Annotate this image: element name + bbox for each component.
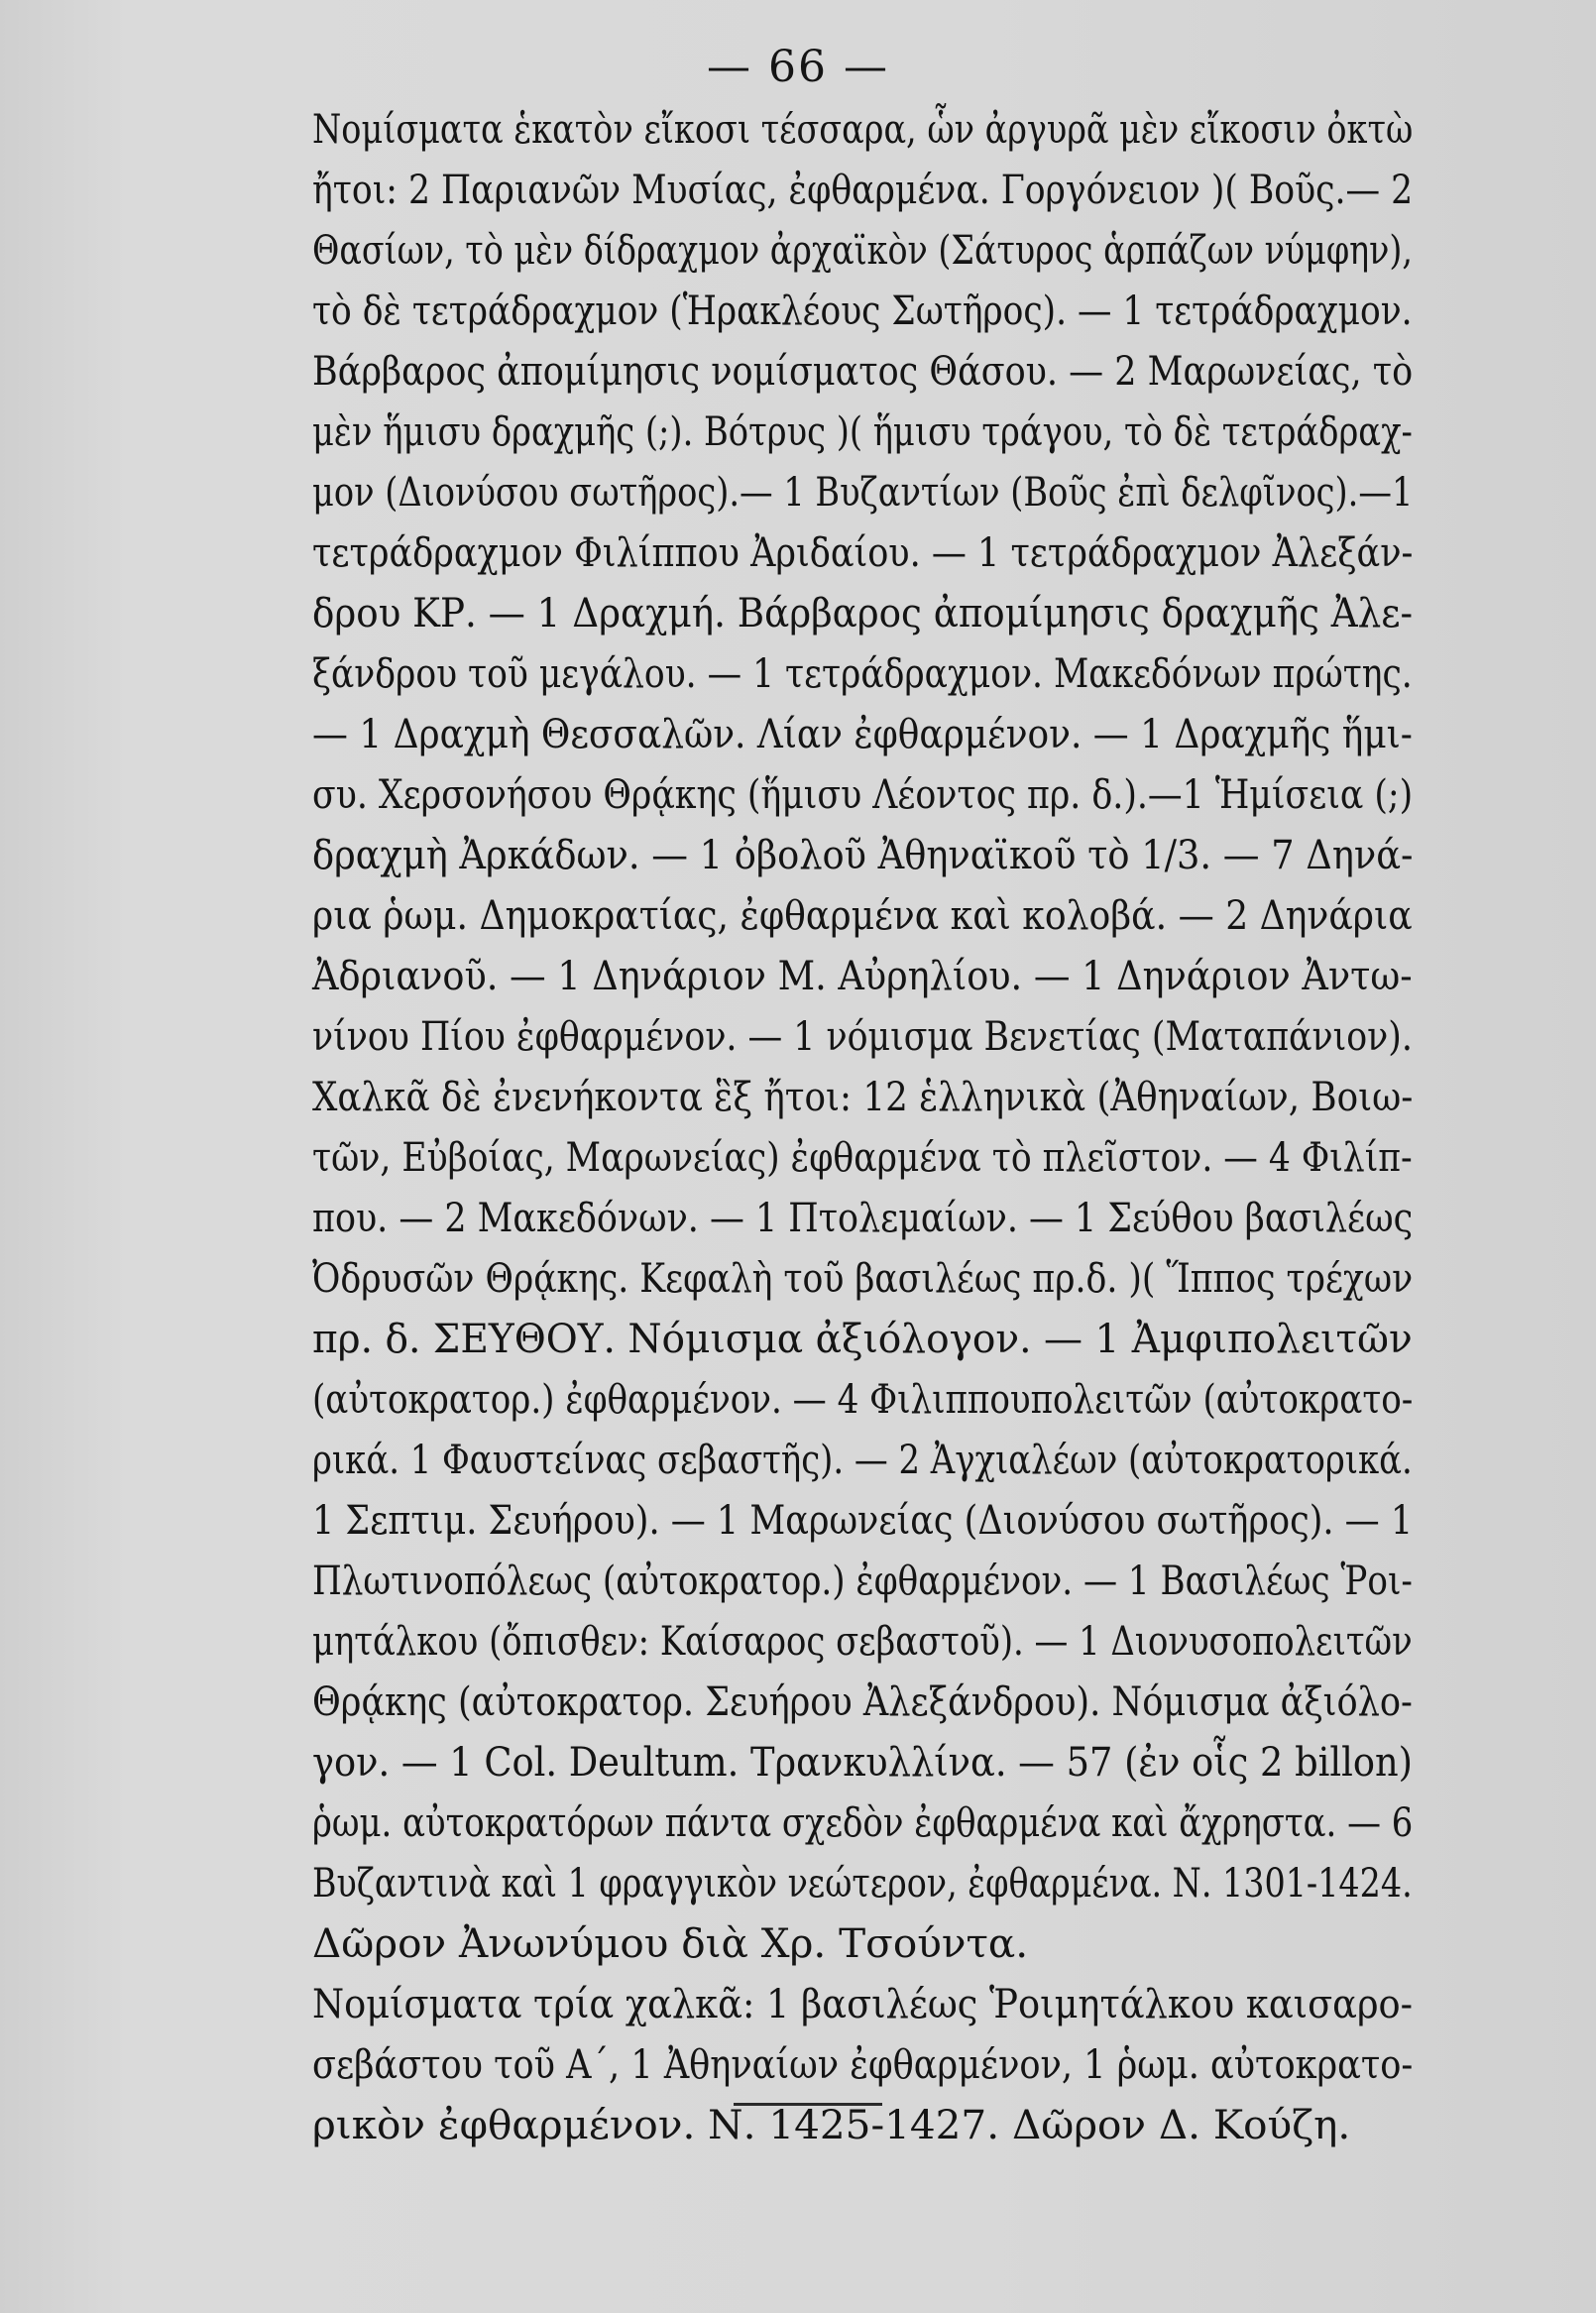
text-line: που. — 2 Μακεδόνων. — 1 Πτολεμαίων. — 1 Σεύθου βασιλέως: [312, 1194, 1414, 1241]
text-line: Ἀδριανοῦ. — 1 Δηνάριον Μ. Αὐρηλίου. — 1 Δηνάριον Ἀντω-: [312, 952, 1413, 999]
text-line: δραχμὴ Ἀρκάδων. — 1 ὀβολοῦ Ἀθηναϊκοῦ τὸ 1/3. — 7 Δηνά-: [312, 831, 1414, 878]
text-line: Χαλκᾶ δὲ ἐνενήκοντα ἓξ ἤτοι: 12 ἑλληνικὰ (Ἀθηναίων, Βοιω-: [312, 1073, 1414, 1120]
text-line: Νομίσματα ἑκατὸν εἴκοσι τέσσαρα, ὧν ἀργυρᾶ μὲν εἴκοσιν ὀκτὼ: [312, 105, 1414, 153]
text-line: Θρᾴκης (αὐτοκρατορ. Σευήρου Ἀλεξάνδρου). Νόμισμα ἀξιόλο-: [312, 1677, 1413, 1725]
text-line: πρ. δ. ΣΕΥΘΟΥ. Νόμισμα ἀξιόλογον. — 1 Ἀμφιπολειτῶν: [312, 1315, 1413, 1362]
text-line: ρια ῥωμ. Δημοκρατίας, ἐφθαρμένα καὶ κολοβά. — 2 Δηνάρια: [312, 891, 1413, 939]
text-line: τετράδραχμον Φιλίππου Ἀριδαίου. — 1 τετράδραχμον Ἀλεξάν-: [312, 528, 1414, 576]
text-line: — 1 Δραχμὴ Θεσσαλῶν. Λίαν ἐφθαρμένον. — 1 Δραχμῆς ἥμι-: [312, 710, 1413, 757]
text-line: Νομίσματα τρία χαλκᾶ: 1 βασιλέως Ῥοιμητάλκου καισαρο-: [312, 1980, 1414, 2027]
text-line: 1 Σεπτιμ. Σευήρου). — 1 Μαρωνείας (Διονύσου σωτῆρος). — 1: [312, 1496, 1414, 1544]
text-line: (αὐτοκρατορ.) ἐφθαρμένον. — 4 Φιλιππουπολειτῶν (αὐτοκρατο-: [312, 1375, 1414, 1423]
text-line: δρου ΚΡ. — 1 Δραχμή. Βάρβαρος ἀπομίμησις δραχμῆς Ἀλε-: [312, 589, 1414, 636]
text-line: Βάρβαρος ἀπομίμησις νομίσματος Θάσου. — 2 Μαρωνείας, τὸ: [312, 347, 1414, 395]
text-line: μον (Διονύσου σωτῆρος).— 1 Βυζαντίων (Βοῦς ἐπὶ δελφῖνος).—1: [312, 468, 1414, 516]
text-line: σεβάστου τοῦ Α΄, 1 Ἀθηναίων ἐφθαρμένον, 1 ῥωμ. αὐτοκρατο-: [312, 2040, 1414, 2088]
text-line: συ. Χερσονήσου Θρᾴκης (ἥμισυ Λέοντος πρ. δ.).—1 Ἡμίσεια (;): [312, 770, 1414, 818]
text-line: μητάλκου (ὄπισθεν: Καίσαρος σεβαστοῦ). — 1 Διονυσοπολειτῶν: [312, 1617, 1413, 1665]
text-line: ῥωμ. αὐτοκρατόρων πάντα σχεδὸν ἐφθαρμένα καὶ ἄχρηστα. — 6: [312, 1798, 1414, 1846]
body-text: [312, 99, 1413, 2155]
text-line: τὸ δὲ τετράδραχμον (Ἡρακλέους Σωτῆρος). — 1 τετράδραχμον.: [312, 287, 1413, 334]
text-line: Βυζαντινὰ καὶ 1 φραγγικὸν νεώτερον, ἐφθαρμένα. Ν. 1301-1424.: [312, 1859, 1413, 1907]
text-line: ἤτοι: 2 Παριανῶν Μυσίας, ἐφθαρμένα. Γοργόνειον )( Βοῦς.— 2: [312, 166, 1414, 213]
text-line: τῶν, Εὐβοίας, Μαρωνείας) ἐφθαρμένα τὸ πλεῖστον. — 4 Φιλίπ-: [312, 1133, 1413, 1181]
text-line: νίνου Πίου ἐφθαρμένον. — 1 νόμισμα Βενετίας (Ματαπάνιον).: [312, 1012, 1413, 1060]
text-line: Ὀδρυσῶν Θρᾴκης. Κεφαλὴ τοῦ βασιλέως πρ.δ. )( Ἵππος τρέχων: [312, 1254, 1414, 1302]
text-line: Θασίων, τὸ μὲν δίδραχμον ἀρχαϊκὸν (Σάτυρος ἁρπάζων νύμφην),: [312, 226, 1413, 274]
text-line: ρικά. 1 Φαυστείνας σεβαστῆς). — 2 Ἀγχιαλέων (αὐτοκρατορικά.: [312, 1436, 1413, 1483]
text-line: Πλωτινοπόλεως (αὐτοκρατορ.) ἐφθαρμένον. — 1 Βασιλέως Ῥοι-: [312, 1557, 1413, 1604]
text-line: ξάνδρου τοῦ μεγάλου. — 1 τετράδραχμον. Μακεδόνων πρώτης.: [312, 649, 1413, 697]
text-line: Δῶρον Ἀνωνύμου διὰ Χρ. Τσούντα.: [312, 1919, 1029, 1967]
text-line: ρικὸν ἐφθαρμένον. Ν. 1425-1427. Δῶρον Δ. Κούζη.: [312, 2101, 1351, 2148]
closing-rule: [734, 2103, 882, 2106]
text-line: μὲν ἥμισυ δραχμῆς (;). Βότρυς )( ἥμισυ τράγου, τὸ δὲ τετράδραχ-: [312, 407, 1413, 455]
text-line: γον. — 1 Col. Deultum. Τρανκυλλίνα. — 57 (ἐν οἷς 2 billon): [312, 1738, 1414, 1786]
page-number: — 66 —: [707, 42, 889, 92]
